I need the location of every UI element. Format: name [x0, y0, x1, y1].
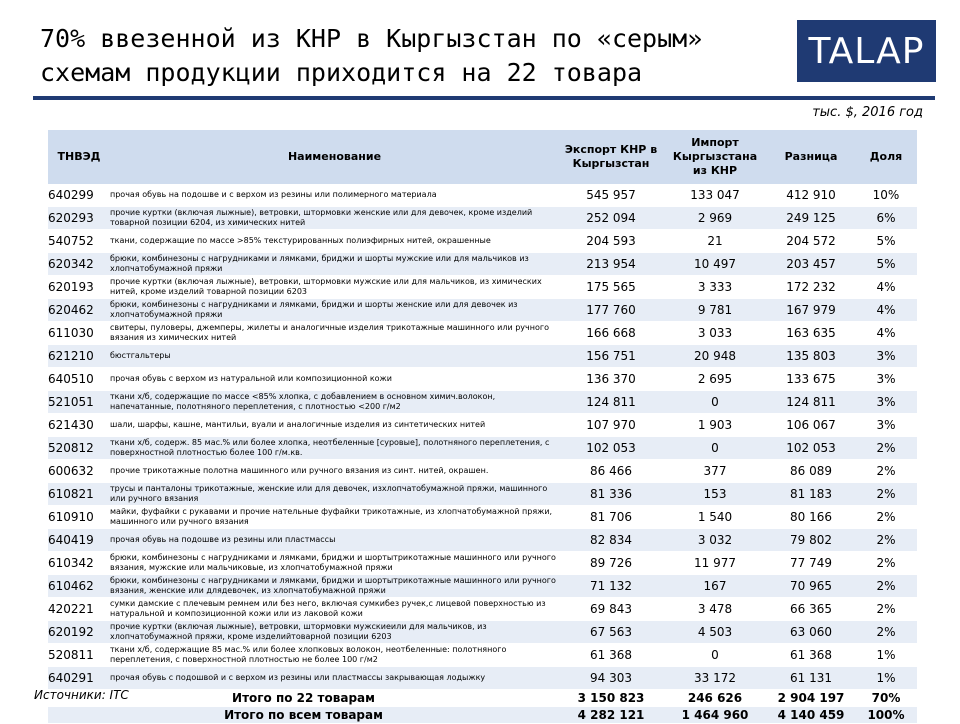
- cell-share: 2%: [855, 552, 917, 575]
- cell-name: прочая обувь на подошве и с верхом из резины или полимерного материала: [110, 184, 559, 207]
- cell-import: 2 969: [663, 207, 767, 230]
- cell-diff: 204 572: [767, 230, 855, 253]
- cell-name: трусы и панталоны трикотажные, женские или для девочек, изхлопчатобумажной пряжи, машинного или ручного вязания: [110, 483, 559, 506]
- cell-code: 640299: [48, 184, 110, 207]
- header-diff: Разница: [767, 130, 855, 184]
- cell-export: 67 563: [559, 621, 663, 644]
- cell-diff: 77 749: [767, 552, 855, 575]
- cell-share: 3%: [855, 391, 917, 414]
- cell-diff: 106 067: [767, 414, 855, 437]
- table-row: [48, 552, 917, 575]
- cell-code: 610910: [48, 506, 110, 529]
- cell-import: 20 948: [663, 345, 767, 368]
- cell-diff: 203 457: [767, 253, 855, 276]
- cell-export: 107 970: [559, 414, 663, 437]
- cell-diff: 79 802: [767, 529, 855, 552]
- cell-name: брюки, комбинезоны с нагрудниками и лямками, бриджи и шортытрикотажные машинного или ручного вязания, мужские или мальчиковые, из хлопчатобумажной пряжи: [110, 552, 559, 575]
- cell-export: 102 053: [559, 437, 663, 460]
- table-header-row: [48, 130, 917, 184]
- table-row: [48, 506, 917, 529]
- cell-diff: 61 131: [767, 667, 855, 690]
- cell-share: 2%: [855, 575, 917, 598]
- cell-name: ткани х/б, содерж. 85 мас.% или более хлопка, неотбеленные [суровые], полотняного переплетения, с поверхностной плотностью более 100 г/м.кв.: [110, 437, 559, 460]
- header-import: Импорт Кыргызстана из КНР: [663, 130, 767, 184]
- table-row: [48, 368, 917, 391]
- header-export: Экспорт КНР в Кыргызстан: [559, 130, 663, 184]
- cell-import: 3 478: [663, 598, 767, 621]
- cell-import: 1 903: [663, 414, 767, 437]
- page-title: 70% ввезенной из КНР в Кыргызстан по «серым» схемам продукции приходится на 22 товара: [40, 24, 703, 87]
- table-row: [48, 414, 917, 437]
- table-row: [48, 667, 917, 690]
- table-row: [48, 529, 917, 552]
- cell-name: прочие трикотажные полотна машинного или ручного вязания из синт. нитей, окрашен.: [110, 460, 559, 483]
- cell-diff: 124 811: [767, 391, 855, 414]
- cell-export: 71 132: [559, 575, 663, 598]
- cell-export: 252 094: [559, 207, 663, 230]
- cell-diff: 412 910: [767, 184, 855, 207]
- cell-diff: 80 166: [767, 506, 855, 529]
- cell-share: 2%: [855, 437, 917, 460]
- cell-share: 3%: [855, 414, 917, 437]
- cell-export: 124 811: [559, 391, 663, 414]
- cell-import: 21: [663, 230, 767, 253]
- header-code: ТНВЭД: [48, 130, 110, 184]
- cell-import: 153: [663, 483, 767, 506]
- cell-diff: 167 979: [767, 299, 855, 322]
- cell-import: 33 172: [663, 667, 767, 690]
- cell-code: 610821: [48, 483, 110, 506]
- cell-code: 620293: [48, 207, 110, 230]
- table-row: [48, 345, 917, 368]
- cell-export: 136 370: [559, 368, 663, 391]
- total-export: 3 150 823: [559, 690, 663, 707]
- cell-share: 4%: [855, 276, 917, 299]
- total-row-22: [48, 690, 917, 707]
- total-share: 70%: [855, 690, 917, 707]
- table-row: [48, 391, 917, 414]
- cell-code: 611030: [48, 322, 110, 345]
- cell-diff: 102 053: [767, 437, 855, 460]
- cell-export: 81 336: [559, 483, 663, 506]
- cell-export: 166 668: [559, 322, 663, 345]
- total-export: 4 282 121: [559, 707, 663, 724]
- cell-name: ткани х/б, содержащие по массе <85% хлопка, с добавлением в основном химич.волокон, напечатанные, полотняного переплетения, с плотностью <200 г/м2: [110, 391, 559, 414]
- cell-import: 11 977: [663, 552, 767, 575]
- cell-export: 177 760: [559, 299, 663, 322]
- cell-import: 3 333: [663, 276, 767, 299]
- cell-code: 621210: [48, 345, 110, 368]
- cell-import: 133 047: [663, 184, 767, 207]
- cell-export: 94 303: [559, 667, 663, 690]
- cell-export: 86 466: [559, 460, 663, 483]
- cell-code: 640510: [48, 368, 110, 391]
- cell-code: 620462: [48, 299, 110, 322]
- cell-share: 6%: [855, 207, 917, 230]
- total-share: 100%: [855, 707, 917, 724]
- cell-share: 4%: [855, 322, 917, 345]
- cell-name: прочие куртки (включая лыжные), ветровки, штормовки мужскиеили для мальчиков, из хлопчатобумажной пряжи, кроме изделийтоварной позиции 6203: [110, 621, 559, 644]
- cell-diff: 70 965: [767, 575, 855, 598]
- cell-code: 640291: [48, 667, 110, 690]
- cell-name: майки, фуфайки с рукавами и прочие нательные фуфайки трикотажные, из хлопчатобумажной пряжи, машинного или ручного вязания: [110, 506, 559, 529]
- cell-share: 3%: [855, 345, 917, 368]
- table-row: [48, 184, 917, 207]
- cell-export: 175 565: [559, 276, 663, 299]
- cell-name: сумки дамские с плечевым ремнем или без него, включая сумкибез ручек,с лицевой поверхностью из натуральной и композиционной кожи или из лаковой кожи: [110, 598, 559, 621]
- cell-export: 61 368: [559, 644, 663, 667]
- cell-import: 3 033: [663, 322, 767, 345]
- cell-share: 2%: [855, 460, 917, 483]
- cell-export: 82 834: [559, 529, 663, 552]
- table-row: [48, 483, 917, 506]
- cell-code: 620193: [48, 276, 110, 299]
- cell-share: 2%: [855, 506, 917, 529]
- cell-code: 620192: [48, 621, 110, 644]
- cell-diff: 86 089: [767, 460, 855, 483]
- table-row: [48, 621, 917, 644]
- cell-diff: 61 368: [767, 644, 855, 667]
- table-row: [48, 230, 917, 253]
- source-note: Источники: ITC: [34, 688, 129, 702]
- total-label: Итого по всем товарам: [48, 707, 559, 724]
- cell-name: брюки, комбинезоны с нагрудниками и лямками, бриджи и шортытрикотажные машинного или ручного вязания, женские или длядевочек, из хлопчатобумажной пряжи: [110, 575, 559, 598]
- cell-code: 420221: [48, 598, 110, 621]
- header-share: Доля: [855, 130, 917, 184]
- cell-import: 1 540: [663, 506, 767, 529]
- cell-export: 89 726: [559, 552, 663, 575]
- cell-share: 5%: [855, 253, 917, 276]
- cell-import: 0: [663, 644, 767, 667]
- cell-name: прочая обувь с верхом из натуральной или композиционной кожи: [110, 368, 559, 391]
- cell-diff: 133 675: [767, 368, 855, 391]
- total-diff: 2 904 197: [767, 690, 855, 707]
- header-name: Наименование: [110, 130, 559, 184]
- cell-code: 540752: [48, 230, 110, 253]
- cell-diff: 163 635: [767, 322, 855, 345]
- cell-share: 2%: [855, 621, 917, 644]
- trade-table: [48, 130, 917, 724]
- table-row: [48, 322, 917, 345]
- cell-import: 167: [663, 575, 767, 598]
- cell-code: 520811: [48, 644, 110, 667]
- cell-share: 5%: [855, 230, 917, 253]
- cell-diff: 172 232: [767, 276, 855, 299]
- cell-name: брюки, комбинезоны с нагрудниками и лямками, бриджи и шорты женские или для девочек из хлопчатобумажной пряжи: [110, 299, 559, 322]
- cell-diff: 63 060: [767, 621, 855, 644]
- cell-share: 3%: [855, 368, 917, 391]
- table-row: [48, 207, 917, 230]
- cell-share: 10%: [855, 184, 917, 207]
- cell-name: ткани, содержащие по массе >85% текстурированных полиэфирных нитей, окрашенные: [110, 230, 559, 253]
- total-row-all: [48, 707, 917, 724]
- cell-code: 621430: [48, 414, 110, 437]
- cell-code: 610342: [48, 552, 110, 575]
- table-row: [48, 644, 917, 667]
- cell-name: шали, шарфы, кашне, мантильи, вуали и аналогичные изделия из синтетических нитей: [110, 414, 559, 437]
- cell-share: 2%: [855, 483, 917, 506]
- cell-code: 640419: [48, 529, 110, 552]
- total-import: 1 464 960: [663, 707, 767, 724]
- cell-import: 0: [663, 391, 767, 414]
- cell-import: 4 503: [663, 621, 767, 644]
- cell-code: 610462: [48, 575, 110, 598]
- cell-share: 2%: [855, 598, 917, 621]
- total-diff: 4 140 459: [767, 707, 855, 724]
- table-row: [48, 276, 917, 299]
- table-row: [48, 299, 917, 322]
- cell-export: 213 954: [559, 253, 663, 276]
- cell-export: 81 706: [559, 506, 663, 529]
- title-divider: [33, 96, 935, 100]
- cell-export: 204 593: [559, 230, 663, 253]
- cell-import: 377: [663, 460, 767, 483]
- cell-code: 520812: [48, 437, 110, 460]
- cell-import: 9 781: [663, 299, 767, 322]
- cell-diff: 249 125: [767, 207, 855, 230]
- table-row: [48, 437, 917, 460]
- cell-import: 2 695: [663, 368, 767, 391]
- cell-import: 0: [663, 437, 767, 460]
- cell-name: ткани х/б, содержащие 85 мас.% или более хлопковых волокон, неотбеленные: полотняного переплетения, с поверхностной плотностью не более 100 г/м2: [110, 644, 559, 667]
- table-row: [48, 575, 917, 598]
- cell-code: 600632: [48, 460, 110, 483]
- cell-import: 10 497: [663, 253, 767, 276]
- units-caption: тыс. $, 2016 год: [812, 105, 923, 120]
- cell-name: бюстгальтеры: [110, 345, 559, 368]
- cell-share: 1%: [855, 667, 917, 690]
- cell-code: 620342: [48, 253, 110, 276]
- cell-name: прочая обувь с подошвой и с верхом из резины или пластмассы закрывающая лодыжку: [110, 667, 559, 690]
- cell-share: 4%: [855, 299, 917, 322]
- cell-name: брюки, комбинезоны с нагрудниками и лямками, бриджи и шорты мужские или для мальчиков из хлопчатобумажной пряжи: [110, 253, 559, 276]
- cell-share: 2%: [855, 529, 917, 552]
- cell-export: 69 843: [559, 598, 663, 621]
- cell-code: 521051: [48, 391, 110, 414]
- cell-export: 156 751: [559, 345, 663, 368]
- cell-name: свитеры, пуловеры, джемперы, жилеты и аналогичные изделия трикотажные машинного или ручного вязания из химических нитей: [110, 322, 559, 345]
- cell-share: 1%: [855, 644, 917, 667]
- cell-diff: 135 803: [767, 345, 855, 368]
- cell-import: 3 032: [663, 529, 767, 552]
- total-import: 246 626: [663, 690, 767, 707]
- total-label: Итого по 22 товарам: [48, 690, 559, 707]
- table-row: [48, 253, 917, 276]
- cell-name: прочие куртки (включая лыжные), ветровки, штормовки женские или для девочек, кроме изделий товарной позиции 6204, из химических нитей: [110, 207, 559, 230]
- cell-name: прочая обувь на подошве из резины или пластмассы: [110, 529, 559, 552]
- cell-export: 545 957: [559, 184, 663, 207]
- cell-diff: 81 183: [767, 483, 855, 506]
- table-row: [48, 460, 917, 483]
- cell-diff: 66 365: [767, 598, 855, 621]
- talap-logo: TALAP: [797, 20, 936, 82]
- cell-name: прочие куртки (включая лыжные), ветровки, штормовки мужские или для мальчиков, из химических нитей, кроме изделий товарной позиции 6203: [110, 276, 559, 299]
- table-row: [48, 598, 917, 621]
